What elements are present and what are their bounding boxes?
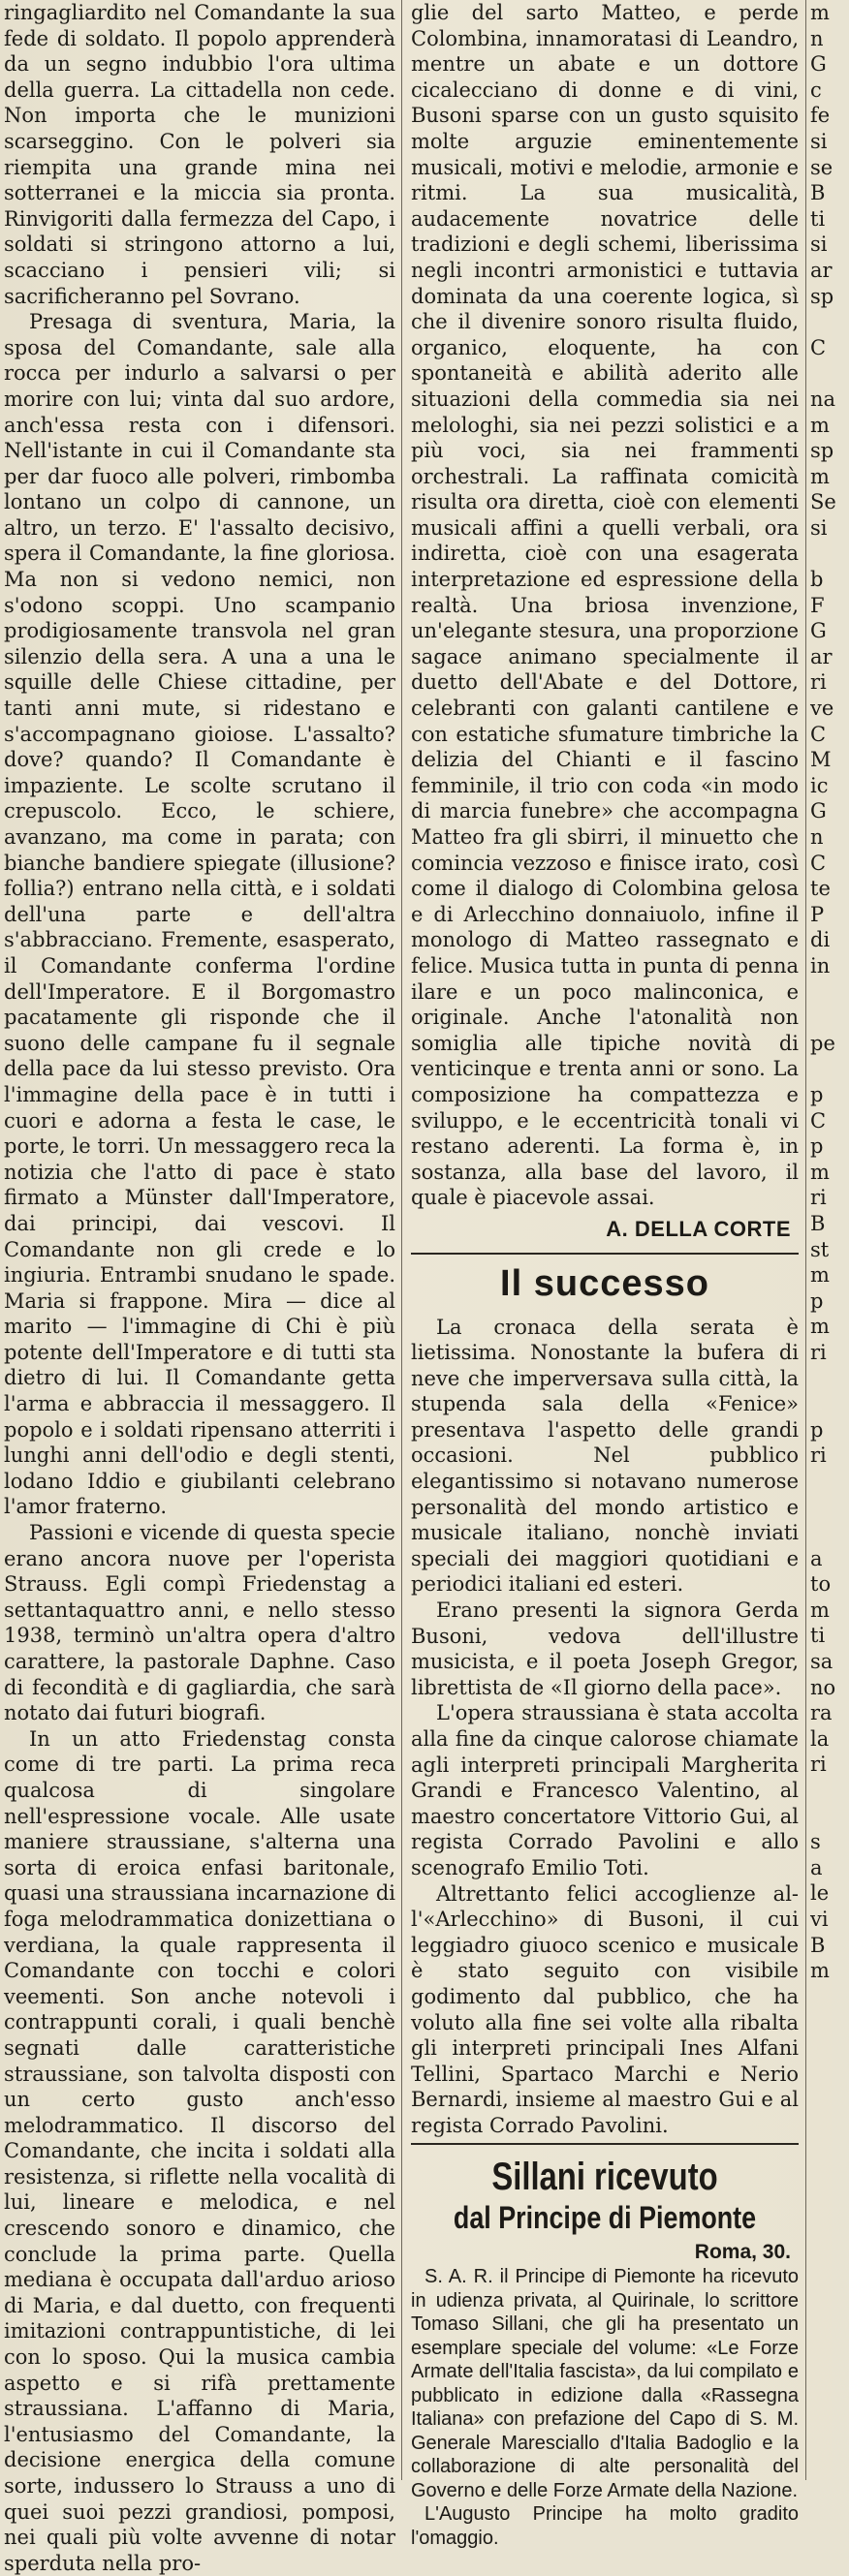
- cropped-text-fragment: n: [810, 26, 824, 50]
- cropped-text-fragment: [810, 360, 849, 387]
- cropped-text-fragment: st: [810, 1237, 830, 1261]
- cropped-text-fragment: [810, 1520, 849, 1546]
- cropped-text-fragment: n: [810, 825, 824, 849]
- cropped-text-fragment: G: [810, 799, 827, 823]
- cropped-text-fragment: no: [810, 1675, 836, 1699]
- paragraph: glie del sarto Matteo, e perde Colombina, innamoratasi di Leandro, mentre un abate e un dottore cicalecciano di donne e di vini, Busoni sparse con un gusto squisito molte arguzie eminentemente musicali, motivi e melodie, armonie e ritmi. La sua musicalità, audacemente novatrice delle tradizioni e degli schemi, liberissima negli incontri armonistici e tuttavia dominata da una coerente logica, sì che il divenire sonoro risulta fluido, organico, eloquente, ha con spontaneità e abilità aderito alle situazioni della commedia sia nei melologhi, sia nei pezzi solistici e a più voci, sia nei frammenti orchestrali. La raffinata comicità risulta ora diretta, cioè con elementi musicali affini a quelli verbali, ora indiretta, cioè con una esagerata interpretazione ed espressione della realtà. Una briosa invenzione, un'elegante stesura, una proporzione sagace animano specialmente il duetto dell'Abate e del Dottore, celebranti con galanti cantilene e con estatiche sfumature timbriche la delizia del Chianti e il fascino femminile, il trio con coda «in modo di marcia funebre» che accompagna Matteo fra gli sbirri, il minuetto che comincia vezzoso e finisce irato, così come il dialogo di Colombina gelosa e di Arlecchino donnaiuolo, infine il monologo di Matteo rassegnato e felice. Musica tutta in punta di penna ilare e un poco malinconica, e originale. Anche l'atonalità non somiglia alle tipiche novità di venticinque e trenta anni or sono. La composizione ha compattezza e sviluppo, e le eccentricità tonali vi restano aderenti. La forma è, in sostanza, alla base del lavoro, il quale è piacevole assai.: [411, 1, 800, 1210]
- cropped-text-fragment: si: [810, 515, 828, 540]
- headline-success: Il successo: [500, 1262, 709, 1304]
- cropped-text-fragment: G: [810, 52, 827, 77]
- cropped-text-fragment: ti: [810, 206, 826, 231]
- cropped-text-fragment: a: [810, 1855, 823, 1879]
- cropped-text-fragment: m: [810, 464, 830, 488]
- cropped-text-fragment: B: [810, 181, 826, 205]
- cropped-text-fragment: [810, 1365, 849, 1391]
- cropped-text-fragment: ti: [810, 1624, 826, 1648]
- article-column-middle: [411, 0, 800, 2549]
- cropped-text-fragment: p: [810, 1082, 824, 1106]
- cropped-text-fragment: F: [810, 593, 825, 617]
- cropped-text-fragment: ar: [810, 258, 833, 282]
- cropped-text-fragment: ri: [810, 670, 827, 695]
- cropped-text-fragment: C: [810, 1108, 827, 1133]
- cropped-text-fragment: la: [810, 1726, 830, 1751]
- subheadline-principe: dal Principe di Piemonte: [453, 2199, 757, 2235]
- cropped-text-fragment: in: [810, 953, 831, 978]
- cropped-text-fragment: m: [810, 1, 830, 24]
- cropped-text-fragment: [810, 1056, 849, 1082]
- paragraph: La cronaca della serata è lietissima. Nonostante la bufera di neve che imperversava sulla città, la stupenda sala della «Fenice» presentava l'aspetto delle grandi occasioni. Nel pubblico elegantissimo si notavano numerose personalità del mondo artistico e musicale italiano, nonchè inviati speciali dei maggiori quotidiani e periodici italiani ed esteri.: [411, 1315, 799, 1597]
- cropped-text-fragment: [810, 1778, 849, 1804]
- section-rule: [411, 1253, 799, 1255]
- paragraph: Altrettanto felici accoglienze al-l'«Arlecchino» di Busoni, il cui leggiadro giuoco scenico e musicale è stato seguito con visibile godimento dal pubblico, che ha voluto alla fine sei volte alla ribalta gli interpreti principali Ines Alfani Tellini, Spartaco Marchi e Nerio Bernardi, insieme al maestro Gui e al regista Corrado Pavolini.: [411, 1881, 799, 2137]
- cropped-text-fragment: ri: [810, 1443, 827, 1468]
- cropped-text-fragment: fe: [810, 104, 831, 128]
- cropped-text-fragment: G: [810, 619, 827, 643]
- paragraph: L'Augusto Principe ha molto gradito l'omaggio.: [411, 2503, 799, 2549]
- cropped-text-fragment: [810, 1494, 849, 1520]
- paragraph: S. A. R. il Principe di Piemonte ha ricevuto in udienza privata, al Quirinale, lo scrittore Tomaso Sillani, che gli ha presentato un esemplare speciale del volume: «Le Forze Armate dell'Italia fascista», da lui compilato e pubblicato in edizione dalla «Rassegna Italiana» con prefazione del Capo di S. M. Generale Maresciallo d'Italia Badoglio e la collaborazione di alte personalità del Governo e delle Forze Armate della Nazione.: [411, 2266, 799, 2501]
- cropped-text-fragment: M: [810, 748, 832, 772]
- cropped-text-fragment: si: [810, 129, 828, 153]
- cropped-text-fragment: m: [810, 1959, 830, 1983]
- article-column-right-cropped: [810, 0, 849, 2480]
- cropped-text-fragment: C: [810, 722, 827, 746]
- cropped-text-fragment: se: [810, 155, 833, 179]
- cropped-text-fragment: s: [810, 1830, 821, 1854]
- cropped-text-fragment: m: [810, 1598, 830, 1622]
- cropped-text-fragment: b: [810, 568, 824, 592]
- cropped-text-fragment: ri: [810, 1753, 827, 1777]
- review-continuation: [411, 0, 799, 1211]
- cropped-text-fragment: sa: [810, 1650, 833, 1673]
- cropped-text-fragment: di: [810, 928, 831, 952]
- cropped-text-fragment: [810, 1005, 849, 1031]
- column-divider: [805, 0, 806, 2480]
- cropped-text-fragment: ri: [810, 1340, 827, 1364]
- paragraph: In un atto Friedenstag consta come di tre parti. La prima reca qualcosa di singolare nell'espressione vocale. Alle usate maniere straussiane, s'alterna una sorta di eroica enfasi baritonale, quasi una straussiana incarnazione di foga melodrammatica donizettiana o verdiana, la quale rappresenta il Comandante con tocchi e colori veementi. Son anche notevoli i contrappunti corali, i quali benchè segnati dalle caratteristiche straussiane, son talvolta disposti con un certo gusto anch'esso melodrammatico. Il discorso del Comandante, che incita i soldati alla resistenza, si riflette nella vocalità di lui, lineare e melodica, e nel crescendo sonoro e dinamico, che conclude la prima parte. Quella mediana è occupata dall'arduo arioso di Maria, e dal duetto, con frequenti imitazioni contrappuntistiche, di lei con lo sposo. Qui la musica cambia aspetto e si rifà prettamente straussiana. L'affanno di Maria, l'entusiasmo del Comandante, la decisione energica della comune sorte, indussero lo Strauss a uno di quei suoi pezzi grandiosi, pomposi, nei quali più volte avvenne di notar sperduta nella pro-: [4, 1726, 395, 2575]
- cropped-text-fragment: C: [810, 851, 827, 875]
- headline-sillani: Sillani ricevuto: [491, 2155, 718, 2198]
- cropped-text-fragment: B: [810, 1933, 826, 1957]
- cropped-text-fragment: p: [810, 1288, 824, 1313]
- cropped-text-fragment: le: [810, 1881, 830, 1906]
- byline-signature: A. DELLA CORTE: [606, 1216, 791, 1241]
- cropped-text-fragment: ic: [810, 773, 829, 797]
- paragraph: ringagliardito nel Comandante la sua fede di soldato. Il popolo apprenderà da un segno indubbio l'ora ultima della guerra. La cittadella non cede. Non importa che le munizioni scarseggino. Con le polveri sia riempita una grande mina nei sotterranei e la miccia sia pronta. Rinvigoriti dalla fermezza del Capo, i soldati si stringono attorno a lui, scacciano i pensieri vili; si sacrificheranno pel Sovrano.: [4, 1, 395, 308]
- article-column-left: [4, 0, 395, 2575]
- cropped-text-fragment: [810, 1804, 849, 1830]
- cropped-text-fragment: m: [810, 413, 830, 437]
- success-article-body: [411, 1315, 799, 2139]
- column-divider: [401, 0, 402, 2480]
- cropped-text-fragment: ra: [810, 1701, 833, 1725]
- cropped-text-fragment: a: [810, 1546, 823, 1570]
- cropped-text-fragment: [810, 979, 849, 1006]
- cropped-text-fragment: [810, 1469, 849, 1495]
- cropped-text-fragment: p: [810, 1417, 824, 1442]
- cropped-text-fragment: vi: [810, 1907, 829, 1931]
- cropped-text-fragment: P: [810, 902, 825, 926]
- cropped-text-fragment: Se: [810, 490, 836, 514]
- cropped-text-fragment: ar: [810, 644, 833, 668]
- cropped-text-fragment: to: [810, 1572, 832, 1597]
- cropped-text-fragment: sp: [810, 284, 834, 308]
- cropped-text-fragment: m: [810, 1315, 830, 1339]
- cropped-text-fragment: m: [810, 1263, 830, 1288]
- cropped-text-fragment: p: [810, 1134, 824, 1159]
- paragraph: Erano presenti la signora Gerda Busoni, vedova dell'illustre musicista, e il poeta Joseph Gregor, librettista de «Il giorno della pace».: [411, 1598, 799, 1699]
- paragraph: Passioni e vicende di questa specie erano ancora nuove per l'operista Strauss. Egli compì Friedenstag a settantaquattro anni, e nello stesso 1938, terminò un'altra opera d'altro carattere, la pastorale Daphne. Caso di fecondità e di gagliardia, che sarà notato dai futuri biografi.: [4, 1521, 395, 1725]
- cropped-text-fragment: C: [810, 335, 827, 359]
- cropped-text-fragment: m: [810, 1160, 830, 1184]
- paragraph: L'opera straussiana è stata accolta alla fine da cinque calorose chiamate agli interpreti principali Margherita Grandi e Francesco Valentino, al maestro concertatore Vittorio Gui, al regista Corrado Pavolini e allo scenografo Emilio Toti.: [411, 1701, 799, 1879]
- cropped-text-fragment: c: [810, 78, 822, 102]
- cropped-text-fragment: [810, 1391, 849, 1417]
- paragraph: Presaga di sventura, Maria, la sposa del Comandante, sale alla rocca per indurlo a salvarsi o per morire con lui; vinta dal suo ardore, anch'essa resta con i difensori. Nell'istante in cui il Comandante sta per dar fuoco alle polveri, rimbomba lontano un colpo di cannone, un altro, un terzo. E' l'assalto decisivo, spera il Comandante, la fine gloriosa. Ma non si vedono nemici, non s'odono scoppi. Uno scampanio prodigiosamente transvola nel gran silenzio della sera. A una a una le squille delle Chiese cittadine, per tanti anni mute, si ridestano e s'accompagnano gioiose. L'assalto? dove? quando? Il Comandante è impaziente. Le scolte scrutano il crepuscolo. Ecco, le schiere, avanzano, ma come in parata; con bianche bandiere spiegate (illusione? follia?) entrano nella città, e i soldati dell'una parte e dell'altra s'abbracciano. Fremente, esasperato, il Comandante conferma l'ordine dell'Imperatore. E il Borgomastro pacatamente gli risponde che il suono delle campane fu il segnale della pace da lui stesso previsto. Ora l'immagine della pace è in tutti i cuori e adorna a festa le case, le porte, le torri. Un messaggero reca la notizia che l'atto di pace è stato firmato a Münster dall'Imperatore, dai principi, dai vescovi. Il Comandante non gli crede e lo ingiuria. Entrambi snudano le spade. Maria si frappone. Mira — dice al marito — l'immagine di Chi è più potente dell'Imperatore e di tutti sta dietro di lui. Il Comandante getta l'arma e abbraccia il messaggero. Il popolo e i soldati ripensano atterriti i lunghi anni dell'odio e degli stenti, lodano Iddio e giubilanti celebrano l'amor fraterno.: [4, 310, 395, 1519]
- cropped-text-fragment: [810, 541, 849, 567]
- cropped-text-fragment: te: [810, 877, 831, 901]
- dateline: Roma, 30.: [694, 2240, 791, 2263]
- cropped-text-fragment: pe: [810, 1031, 835, 1055]
- section-rule: [411, 2143, 799, 2145]
- cropped-text-fragment: [810, 309, 849, 335]
- cropped-text-fragment: B: [810, 1211, 826, 1235]
- sillani-article-body: [411, 2265, 799, 2550]
- cropped-text-fragment: na: [810, 387, 836, 411]
- cropped-text-fragment: ve: [810, 697, 834, 721]
- cropped-text-fragment: sp: [810, 439, 834, 463]
- cropped-text-fragment: si: [810, 233, 828, 257]
- cropped-text-fragment: ri: [810, 1186, 827, 1210]
